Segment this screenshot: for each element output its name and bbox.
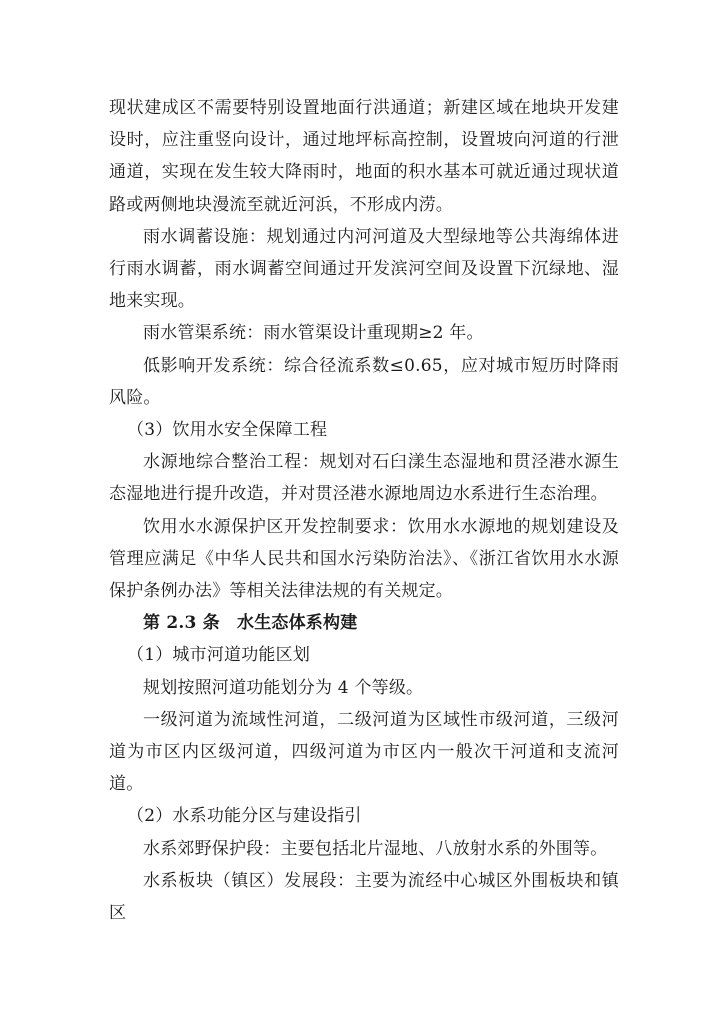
- body-text: [109, 92, 619, 929]
- subheading-water-zones: （2）水系功能分区与建设指引: [127, 806, 362, 827]
- subheading-drinking-water: （3）饮用水安全保障工程: [127, 420, 328, 441]
- paragraph-low-impact: 低影响开发系统：综合径流系数≤0.65，应对城市短历时降雨风险。: [109, 355, 619, 408]
- paragraph-protection-zone: 饮用水水源保护区开发控制要求：饮用水水源地的规划建设及管理应满足《中华人民共和国水污染防治法》、《浙江省饮用水水源保护条例办法》等相关法律法规的有关规定。: [109, 516, 619, 602]
- paragraph-river-grades: 规划按照河道功能划分为 4 个等级。: [143, 677, 424, 698]
- paragraph-rain-pipe: 雨水管渠系统：雨水管渠设计重现期≥2 年。: [143, 323, 484, 344]
- paragraph-water-source: 水源地综合整治工程：规划对石臼漾生态湿地和贯泾港水源生态湿地进行提升改造，并对贯泾港水源地周边水系进行生态治理。: [109, 452, 619, 505]
- paragraph-river-levels: 一级河道为流域性河道，二级河道为区域性市级河道，三级河道为市区内区级河道，四级河道为市区内一般次干河道和支流河道。: [109, 709, 619, 795]
- paragraph-development-section: 水系板块（镇区）发展段：主要为流经中心城区外围板块和镇区: [109, 870, 619, 924]
- subheading-river-zoning: （1）城市河道功能区划: [127, 645, 311, 666]
- paragraph-flood-channel: 现状建成区不需要特别设置地面行洪通道；新建区域在地块开发建设时，应注重竖向设计，通过地坪标高控制，设置坡向河道的行泄通道，实现在发生较大降雨时，地面的积水基本可就近通过现状道路或两侧地块漫流至就近河浜，不形成内涝。: [109, 98, 619, 215]
- paragraph-rural-protection: 水系郊野保护段：主要包括北片湿地、八放射水系的外围等。: [143, 838, 608, 859]
- section-heading-2-3: 第 2.3 条 水生态体系构建: [143, 613, 358, 634]
- paragraph-rain-storage: 雨水调蓄设施：规划通过内河河道及大型绿地等公共海绵体进行雨水调蓄，雨水调蓄空间通过开发滨河空间及设置下沉绿地、湿地来实现。: [109, 226, 619, 312]
